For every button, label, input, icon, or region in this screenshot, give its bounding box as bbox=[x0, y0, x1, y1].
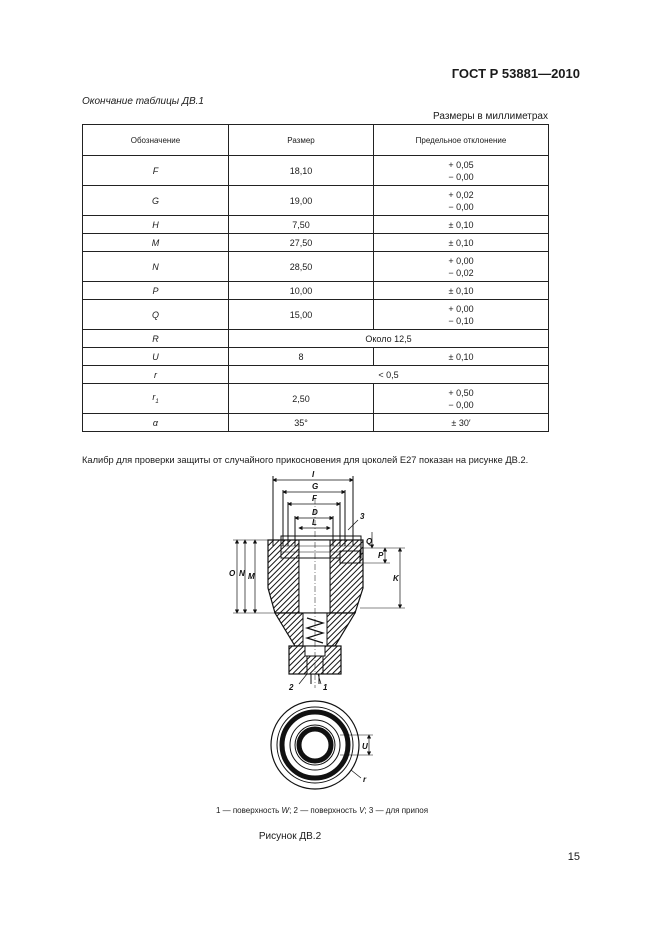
symbol-text: R bbox=[152, 333, 159, 344]
tolerance-cell bbox=[374, 414, 549, 432]
legend-surface-v: V bbox=[359, 806, 365, 815]
symbol-text: r bbox=[152, 392, 156, 403]
symbol-cell bbox=[83, 414, 229, 432]
gauge-drawing bbox=[215, 468, 415, 803]
size-cell: 7,50 bbox=[229, 216, 374, 234]
tolerance-upper: ± 30′ bbox=[451, 417, 471, 428]
gauge-bottom-view bbox=[271, 701, 373, 789]
dim-label-f: F bbox=[312, 494, 317, 503]
tolerance-cell bbox=[374, 300, 549, 330]
column-header: Размер bbox=[229, 125, 374, 156]
symbol-cell bbox=[83, 330, 229, 348]
dim-label-k: K bbox=[393, 574, 399, 583]
tolerance-cell bbox=[374, 234, 549, 252]
legend-text: — поверхность bbox=[220, 806, 282, 815]
table-row bbox=[83, 300, 549, 330]
tolerance-upper: ± 0,10 bbox=[448, 219, 474, 230]
dim-label-r: r bbox=[363, 775, 367, 784]
dim-label-p: P bbox=[378, 551, 384, 560]
legend-number-2: 2 bbox=[293, 806, 298, 815]
table-units-note: Размеры в миллиметрах bbox=[433, 111, 548, 122]
symbol-cell bbox=[83, 366, 229, 384]
symbol-text: U bbox=[152, 351, 159, 362]
tolerance-cell bbox=[374, 384, 549, 414]
size-cell: 27,50 bbox=[229, 234, 374, 252]
symbol-cell bbox=[83, 348, 229, 366]
symbol-cell bbox=[83, 282, 229, 300]
legend-text: — поверхность bbox=[297, 806, 360, 815]
tolerance-cell bbox=[374, 282, 549, 300]
tolerance-upper: + 0,00 bbox=[448, 255, 474, 266]
legend-separator: ; bbox=[364, 806, 369, 815]
dim-label-m: M bbox=[248, 572, 255, 581]
tolerance-cell bbox=[374, 252, 549, 282]
tolerance-cell bbox=[374, 186, 549, 216]
tolerance-upper: ± 0,10 bbox=[448, 351, 474, 362]
symbol-cell bbox=[83, 186, 229, 216]
table-body bbox=[83, 156, 549, 432]
tolerance-lower: − 0,02 bbox=[448, 267, 474, 278]
tolerance-upper: + 0,05 bbox=[448, 159, 474, 170]
table-row bbox=[83, 186, 549, 216]
column-header: Предельное отклонение bbox=[374, 125, 549, 156]
table-row bbox=[83, 366, 549, 384]
tolerance-lower: − 0,00 bbox=[448, 201, 474, 212]
tolerance-upper: ± 0,10 bbox=[448, 285, 474, 296]
symbol-text: N bbox=[152, 261, 159, 272]
symbol-cell bbox=[83, 234, 229, 252]
size-cell: 10,00 bbox=[229, 282, 374, 300]
symbol-text: Q bbox=[151, 309, 159, 320]
symbol-text: M bbox=[151, 237, 160, 248]
figure-reference-paragraph: Калибр для проверки защиты от случайного прикосновения для цоколей Е27 показан на рисунке ДВ.2. bbox=[82, 455, 529, 465]
table-row bbox=[83, 384, 549, 414]
item-label-3: 3 bbox=[360, 512, 365, 521]
tolerance-upper: + 0,50 bbox=[448, 387, 474, 398]
table-row bbox=[83, 216, 549, 234]
size-cell: 35° bbox=[229, 414, 374, 432]
legend-text: — для припоя bbox=[373, 806, 429, 815]
table-row bbox=[83, 330, 549, 348]
tolerance-cell bbox=[374, 216, 549, 234]
dim-label-l: L bbox=[312, 518, 317, 527]
gauge-section-view bbox=[233, 476, 405, 688]
table-row bbox=[83, 234, 549, 252]
merged-value-cell: < 0,5 bbox=[229, 366, 549, 384]
figure-title: Рисунок ДВ.2 bbox=[258, 831, 322, 842]
legend-number-1: 1 bbox=[215, 806, 221, 815]
dim-label-g: G bbox=[312, 482, 319, 491]
symbol-cell bbox=[83, 384, 229, 414]
tolerance-lower: − 0,10 bbox=[448, 315, 474, 326]
table-header-row bbox=[83, 125, 549, 156]
page-number: 15 bbox=[567, 851, 580, 863]
size-cell: 8 bbox=[229, 348, 374, 366]
tolerance-upper: + 0,00 bbox=[448, 303, 474, 314]
tolerance-upper: + 0,02 bbox=[448, 189, 474, 200]
symbol-text: G bbox=[151, 195, 159, 206]
dim-label-i: I bbox=[312, 470, 315, 479]
merged-value-cell: Около 12,5 bbox=[229, 330, 549, 348]
symbol-text: P bbox=[152, 285, 159, 296]
dim-label-o: O bbox=[229, 569, 236, 578]
tolerance-lower: − 0,00 bbox=[448, 171, 474, 182]
symbol-text: F bbox=[152, 165, 159, 176]
dim-label-u: U bbox=[362, 742, 368, 751]
size-cell: 15,00 bbox=[229, 300, 374, 330]
symbol-subscript: 1 bbox=[155, 398, 159, 405]
symbol-text: r bbox=[154, 369, 157, 380]
symbol-cell bbox=[83, 216, 229, 234]
size-cell: 28,50 bbox=[229, 252, 374, 282]
table-row bbox=[83, 282, 549, 300]
symbol-cell bbox=[83, 252, 229, 282]
dimensions-table bbox=[82, 124, 549, 432]
symbol-text: α bbox=[152, 417, 159, 428]
symbol-cell bbox=[83, 300, 229, 330]
figure-legend bbox=[82, 806, 562, 815]
document-number: ГОСТ Р 53881—2010 bbox=[451, 66, 580, 81]
symbol-cell bbox=[83, 156, 229, 186]
legend-surface-w: W bbox=[281, 806, 290, 815]
tolerance-lower: − 0,00 bbox=[448, 399, 474, 410]
table-row bbox=[83, 348, 549, 366]
dim-label-d: D bbox=[312, 508, 318, 517]
item-label-2: 2 bbox=[289, 683, 294, 692]
legend-number-3: 3 bbox=[368, 806, 374, 815]
size-cell: 2,50 bbox=[229, 384, 374, 414]
table-caption: Окончание таблицы ДВ.1 bbox=[82, 96, 204, 107]
size-cell: 18,10 bbox=[229, 156, 374, 186]
tolerance-cell bbox=[374, 348, 549, 366]
legend-separator: ; bbox=[289, 806, 294, 815]
table-row bbox=[83, 156, 549, 186]
tolerance-upper: ± 0,10 bbox=[448, 237, 474, 248]
symbol-text: H bbox=[152, 219, 159, 230]
size-cell: 19,00 bbox=[229, 186, 374, 216]
dim-label-q: Q bbox=[366, 537, 373, 546]
dim-label-n: N bbox=[239, 569, 245, 578]
item-label-1: 1 bbox=[323, 683, 328, 692]
column-header: Обозначение bbox=[83, 125, 229, 156]
table-row bbox=[83, 252, 549, 282]
table-row bbox=[83, 414, 549, 432]
tolerance-cell bbox=[374, 156, 549, 186]
